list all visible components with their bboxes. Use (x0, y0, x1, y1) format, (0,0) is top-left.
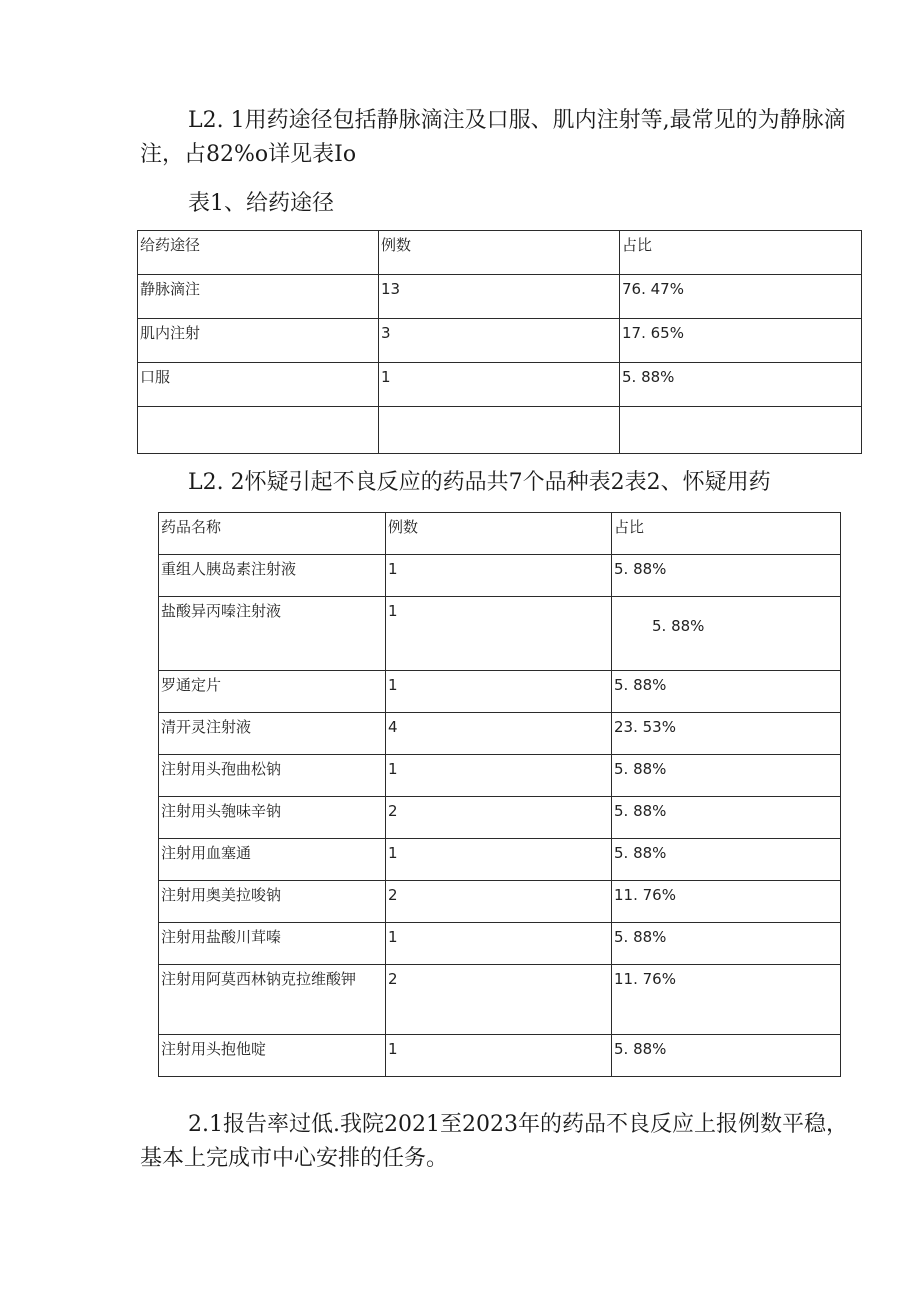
table-cell: 注射用奥美拉唆钠 (159, 881, 386, 923)
table-cell: 1 (386, 1035, 612, 1077)
table-cell: 静脉滴注 (138, 275, 379, 319)
table-row (159, 755, 841, 797)
table-cell: 2 (386, 797, 612, 839)
empty-table-row (138, 407, 862, 454)
table-row (159, 965, 841, 1035)
table-row (159, 923, 841, 965)
table-row (159, 555, 841, 597)
table-cell: 4 (386, 713, 612, 755)
table-row (159, 839, 841, 881)
table-cell: 1 (386, 839, 612, 881)
table-cell: 注射用盐酸川茸嗪 (159, 923, 386, 965)
table-cell: 1 (386, 597, 612, 671)
table-cell: 注射用头抱他啶 (159, 1035, 386, 1077)
administration-route-table (137, 230, 862, 454)
conclusion-paragraph: 2.1报告率过低.我院2021至2023年的药品不良反应上报例数平稳，基本上完成市中心安排的任务。 (140, 1112, 848, 1171)
table-row (159, 597, 841, 671)
table-cell: 重组人胰岛素注射液 (159, 555, 386, 597)
table-cell (612, 597, 841, 671)
table-cell: 注射用血塞通 (159, 839, 386, 881)
table-cell: 2 (386, 965, 612, 1035)
table-cell: 2 (386, 881, 612, 923)
table-row (159, 797, 841, 839)
table-cell: 23. 53% (612, 713, 841, 755)
header-cell: 占比 (612, 513, 841, 555)
table-row (159, 671, 841, 713)
table-cell: 1 (386, 923, 612, 965)
table-cell: 13 (379, 275, 620, 319)
table-row (159, 713, 841, 755)
header-cell: 占比 (620, 231, 862, 275)
table-cell: 5. 88% (612, 797, 841, 839)
table-row (159, 1035, 841, 1077)
table-row (138, 319, 862, 363)
table-row (138, 275, 862, 319)
table-cell: 罗通定片 (159, 671, 386, 713)
table-cell: 清开灵注射液 (159, 713, 386, 755)
table-cell: 11. 76% (612, 965, 841, 1035)
table-cell: 1 (386, 755, 612, 797)
table-cell: 3 (379, 319, 620, 363)
table-cell: 5. 88% (612, 671, 841, 713)
table-cell: 注射用头匏味辛钠 (159, 797, 386, 839)
header-cell: 例数 (386, 513, 612, 555)
table-cell-value: 5. 88% (652, 617, 705, 635)
table-cell: 5. 88% (612, 923, 841, 965)
empty-cell (379, 407, 620, 454)
table-cell: 1 (386, 671, 612, 713)
table-cell: 5. 88% (612, 839, 841, 881)
intro-paragraph: L2. 1用药途径包括静脉滴注及口服、肌内注射等,最常见的为静脉滴注，占82%o详见表Io (140, 108, 846, 167)
header-cell: 药品名称 (159, 513, 386, 555)
table-cell: 肌内注射 (138, 319, 379, 363)
header-cell: 例数 (379, 231, 620, 275)
table-cell: 76. 47% (620, 275, 862, 319)
empty-cell (620, 407, 862, 454)
table-row (159, 881, 841, 923)
table-cell: 注射用头孢曲松钠 (159, 755, 386, 797)
table-cell: 11. 76% (612, 881, 841, 923)
table-header-row (138, 231, 862, 275)
table-cell: 口服 (138, 363, 379, 407)
table-cell: 5. 88% (612, 1035, 841, 1077)
header-cell: 给药途径 (138, 231, 379, 275)
table-cell: 5. 88% (620, 363, 862, 407)
suspected-drug-table (158, 512, 841, 1077)
empty-cell (138, 407, 379, 454)
table-cell: 注射用阿莫西林钠克拉维酸钾 (159, 965, 386, 1035)
table-cell: 1 (379, 363, 620, 407)
table-cell: 5. 88% (612, 755, 841, 797)
table-header-row (159, 513, 841, 555)
table1-caption: 表1、给药途径 (188, 191, 334, 216)
table-row (138, 363, 862, 407)
table-cell: 17. 65% (620, 319, 862, 363)
section2-heading: L2. 2怀疑引起不良反应的药品共7个品种表2表2、怀疑用药 (188, 470, 771, 495)
table-cell: 盐酸异丙嗪注射液 (159, 597, 386, 671)
table-cell: 5. 88% (612, 555, 841, 597)
table-cell: 1 (386, 555, 612, 597)
